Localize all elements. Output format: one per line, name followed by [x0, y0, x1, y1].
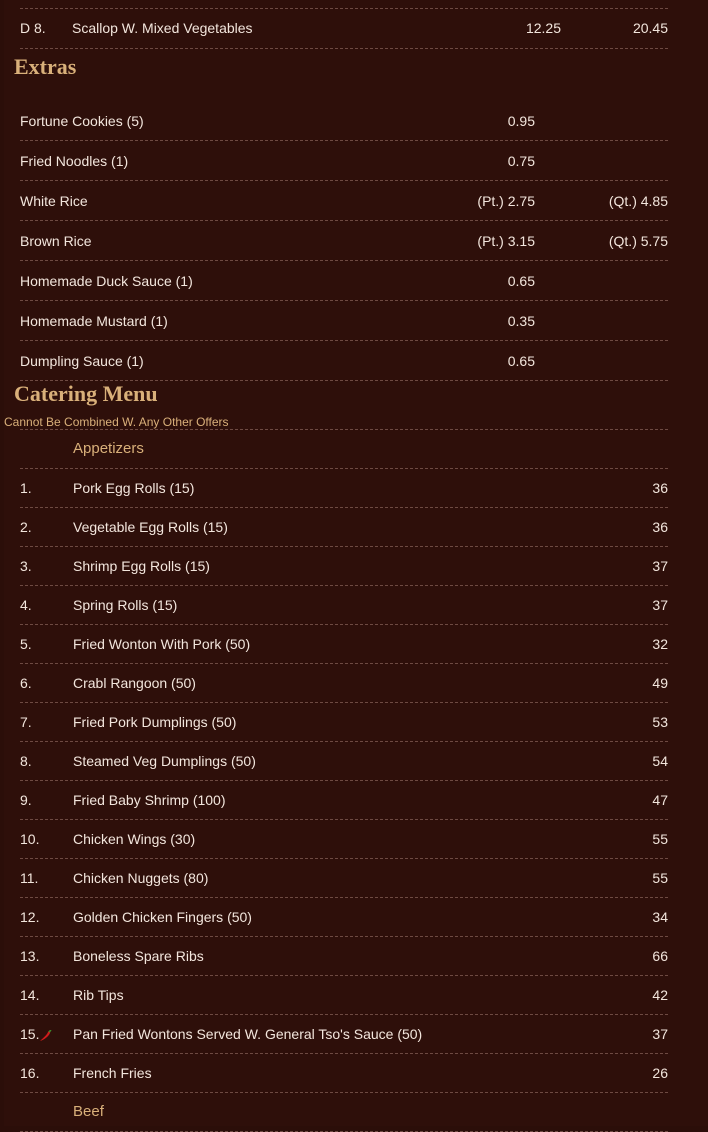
extras-name: White Rice — [20, 193, 88, 209]
catering-row — [20, 976, 668, 1015]
item-price-small: 12.25 — [525, 20, 561, 36]
catering-row — [20, 859, 668, 898]
item-number: 5. — [20, 636, 32, 652]
section-header-appetizers — [20, 430, 668, 469]
extras-table — [20, 101, 668, 381]
item-name: Steamed Veg Dumplings (50) — [73, 753, 256, 769]
menu-item-row — [20, 8, 668, 49]
catering-row — [20, 547, 668, 586]
item-name: Pan Fried Wontons Served W. General Tso's Sauce (50) — [73, 1026, 423, 1042]
section-label: Appetizers — [73, 440, 144, 457]
item-number: 1. — [20, 480, 32, 496]
item-price: 53 — [652, 714, 668, 730]
extras-heading: Extras — [14, 54, 77, 79]
item-price: 32 — [652, 636, 668, 652]
extras-name: Fried Noodles (1) — [20, 153, 129, 169]
extras-price: (Pt.) 2.75 — [477, 193, 535, 209]
item-name: Fried Pork Dumplings (50) — [73, 714, 237, 730]
item-name: Vegetable Egg Rolls (15) — [73, 519, 228, 535]
item-name: Pork Egg Rolls (15) — [73, 480, 195, 496]
catering-row — [20, 508, 668, 547]
catering-row — [20, 781, 668, 820]
catering-row — [20, 742, 668, 781]
extras-price: 0.75 — [507, 153, 535, 169]
item-number: 14. — [20, 987, 40, 1003]
item-name: Spring Rolls (15) — [73, 597, 178, 613]
extras-name: Homemade Mustard (1) — [20, 313, 168, 329]
catering-heading: Catering Menu — [14, 381, 158, 406]
item-number: 2. — [20, 519, 32, 535]
item-price: 55 — [652, 870, 668, 886]
item-price: 26 — [652, 1065, 668, 1081]
item-price: 47 — [652, 792, 668, 808]
catering-row — [20, 898, 668, 937]
item-number: 13. — [20, 948, 40, 964]
item-name: Fried Wonton With Pork (50) — [73, 636, 251, 652]
item-name: Boneless Spare Ribs — [73, 948, 204, 964]
item-price: 37 — [652, 1026, 668, 1042]
item-number: 7. — [20, 714, 32, 730]
catering-row — [20, 664, 668, 703]
item-price: 42 — [652, 987, 668, 1003]
item-id: D 8. — [20, 20, 46, 36]
catering-row — [20, 703, 668, 742]
extras-row — [20, 301, 668, 341]
catering-row — [20, 625, 668, 664]
catering-row — [20, 469, 668, 508]
item-number: 16. — [20, 1065, 40, 1081]
extras-name: Dumpling Sauce (1) — [20, 353, 144, 369]
extras-row — [20, 341, 668, 381]
chili-pepper-icon — [39, 1029, 53, 1041]
item-number: 8. — [20, 753, 32, 769]
item-number-with-pepper — [20, 1026, 53, 1042]
extras-name: Homemade Duck Sauce (1) — [20, 273, 193, 289]
item-name: Shrimp Egg Rolls (15) — [73, 558, 210, 574]
item-number: 9. — [20, 792, 32, 808]
catering-row — [20, 1015, 668, 1054]
extras-row — [20, 181, 668, 221]
extras-name: Brown Rice — [20, 233, 92, 249]
extras-price: 0.95 — [507, 113, 535, 129]
catering-note: Cannot Be Combined W. Any Other Offers — [4, 415, 229, 429]
item-name: Chicken Nuggets (80) — [73, 870, 209, 886]
item-price-large: 20.45 — [632, 20, 668, 36]
item-number: 4. — [20, 597, 32, 613]
item-name: Scallop W. Mixed Vegetables — [72, 20, 253, 36]
item-price: 34 — [652, 909, 668, 925]
item-name: Golden Chicken Fingers (50) — [73, 909, 252, 925]
extras-price: 0.65 — [507, 353, 535, 369]
extras-price-qt: (Qt.) 4.85 — [608, 193, 668, 209]
item-name: Crabl Rangoon (50) — [73, 675, 196, 691]
item-number: 6. — [20, 675, 32, 691]
item-price: 36 — [652, 480, 668, 496]
item-price: 54 — [652, 753, 668, 769]
extras-price: 0.65 — [507, 273, 535, 289]
catering-table — [20, 430, 668, 1132]
extras-row — [20, 261, 668, 301]
section-header-beef — [20, 1093, 668, 1132]
extras-row — [20, 101, 668, 141]
item-price: 37 — [652, 597, 668, 613]
extras-price: 0.35 — [507, 313, 535, 329]
extras-name: Fortune Cookies (5) — [20, 113, 144, 129]
extras-price: (Pt.) 3.15 — [477, 233, 535, 249]
item-name: Rib Tips — [73, 987, 124, 1003]
item-number: 12. — [20, 909, 40, 925]
extras-row — [20, 141, 668, 181]
item-price: 55 — [652, 831, 668, 847]
item-name: French Fries — [73, 1065, 152, 1081]
catering-row — [20, 820, 668, 859]
item-price: 49 — [652, 675, 668, 691]
item-name: Chicken Wings (30) — [73, 831, 196, 847]
item-number: 3. — [20, 558, 32, 574]
section-label: Beef — [73, 1103, 104, 1120]
item-price: 66 — [652, 948, 668, 964]
extras-row — [20, 221, 668, 261]
catering-row — [20, 1054, 668, 1093]
item-name: Fried Baby Shrimp (100) — [73, 792, 226, 808]
item-price: 36 — [652, 519, 668, 535]
item-price: 37 — [652, 558, 668, 574]
item-number: 10. — [20, 831, 40, 847]
catering-row — [20, 937, 668, 976]
extras-price-qt: (Qt.) 5.75 — [608, 233, 668, 249]
item-number: 11. — [20, 870, 39, 886]
catering-row — [20, 586, 668, 625]
item-number: 15. — [20, 1026, 40, 1042]
